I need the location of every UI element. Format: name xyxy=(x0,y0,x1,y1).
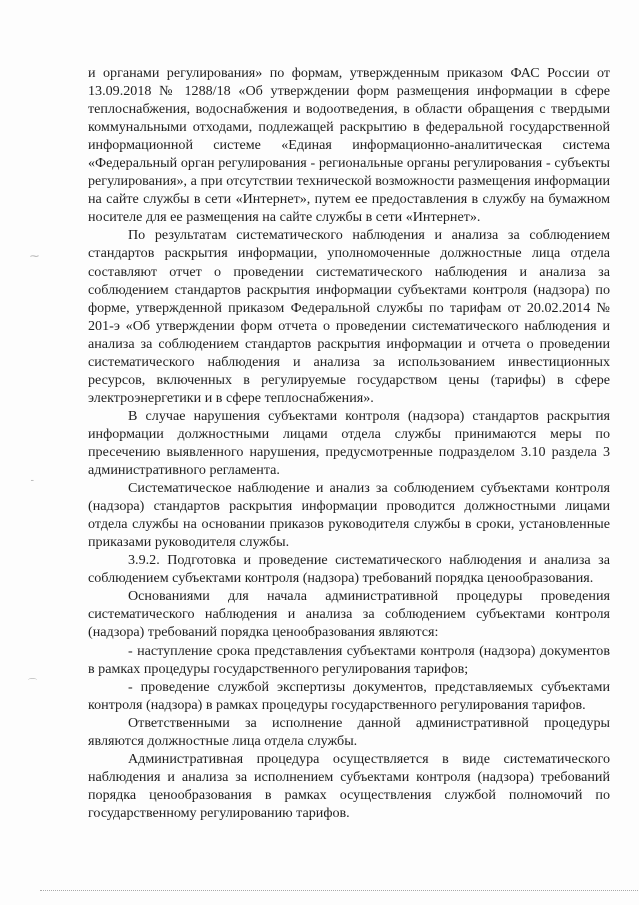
paragraph-5: 3.9.2. Подготовка и проведение систематического наблюдения и анализа за соблюдением субъектами контроля (надзора) требований порядка ценообразования. xyxy=(88,552,610,587)
scan-speck-mark: ˍ xyxy=(30,472,35,482)
paragraph-9: Ответственными за исполнение данной административной процедуры являются должностные лица отдела службы. xyxy=(88,714,610,749)
paragraph-1: и органами регулирования» по формам, утвержденным приказом ФАС России от 13.09.2018 № 1288/18 «Об утверждении форм размещения информации в сфере теплоснабжения, водоснабжения и водоотведения, в области обращения с твердыми коммунальными отходами, подлежащей раскрытию в федеральной государственной информационной системе «Единая информационно-аналитическая система «Федеральный орган регулирования - региональные органы регулирования - субъекты регулирования», а при отсутствии технической возможности размещения информации на сайте службы в сети «Интернет», путем ее предоставления в службу на бумажном носителе для ее размещения на сайте службы в сети «Интернет». xyxy=(88,65,610,226)
paragraph-7: - наступление срока представления субъектами контроля (надзора) документов в рамках процедуры государственного регулирования тарифов; xyxy=(88,642,610,677)
paragraph-4: Систематическое наблюдение и анализ за соблюдением субъектами контроля (надзора) стандартов раскрытия информации проводится должностными лицами отдела службы на основании приказов руководителя службы в сроки, установленные приказами руководителя службы. xyxy=(88,480,610,551)
paragraph-2: По результатам систематического наблюдения и анализа за соблюдением стандартов раскрытия информации, уполномоченные должностные лица отдела составляют отчет о проведении систематического наблюдения и анализа за соблюдением стандартов раскрытия информации субъектами контроля (надзора) по форме, утвержденной приказом Федеральной службы по тарифам от 20.02.2014 № 201-э «Об утверждении форм отчета о проведении систематического наблюдения и анализа за соблюдением стандартов раскрытия информации и отчета о проведении систематического наблюдения и анализа за использованием инвестиционных ресурсов, включенных в регулируемые государством цены (тарифы) в сфере электроэнергетики и в сфере теплоснабжения». xyxy=(88,227,610,406)
scan-speck-mark: ⁓ xyxy=(30,252,39,262)
paragraph-6: Основаниями для начала административной процедуры проведения систематического наблюдения и анализа за соблюдением субъектами контроля (надзора) требований порядка ценообразования являются: xyxy=(88,588,610,641)
paragraph-8: - проведение службой экспертизы документов, представляемых субъектами контроля (надзора) в рамках процедуры государственного регулирования тарифов. xyxy=(88,678,610,713)
document-body xyxy=(88,64,610,822)
paragraph-3: В случае нарушения субъектами контроля (надзора) стандартов раскрытия информации должностными лицами отдела службы принимаются меры по пресечению выявленного нарушения, предусмотренные подразделом 3.10 раздела 3 административного регламента. xyxy=(88,407,610,479)
paragraph-10: Административная процедура осуществляется в виде систематического наблюдения и анализа за исполнением субъектами контроля (надзора) требований порядка ценообразования в рамках осуществления службой полномочий по государственному регулированию тарифов. xyxy=(88,750,610,821)
page-bottom-edge xyxy=(40,890,639,891)
scan-speck-mark: ⌒ xyxy=(28,679,38,689)
